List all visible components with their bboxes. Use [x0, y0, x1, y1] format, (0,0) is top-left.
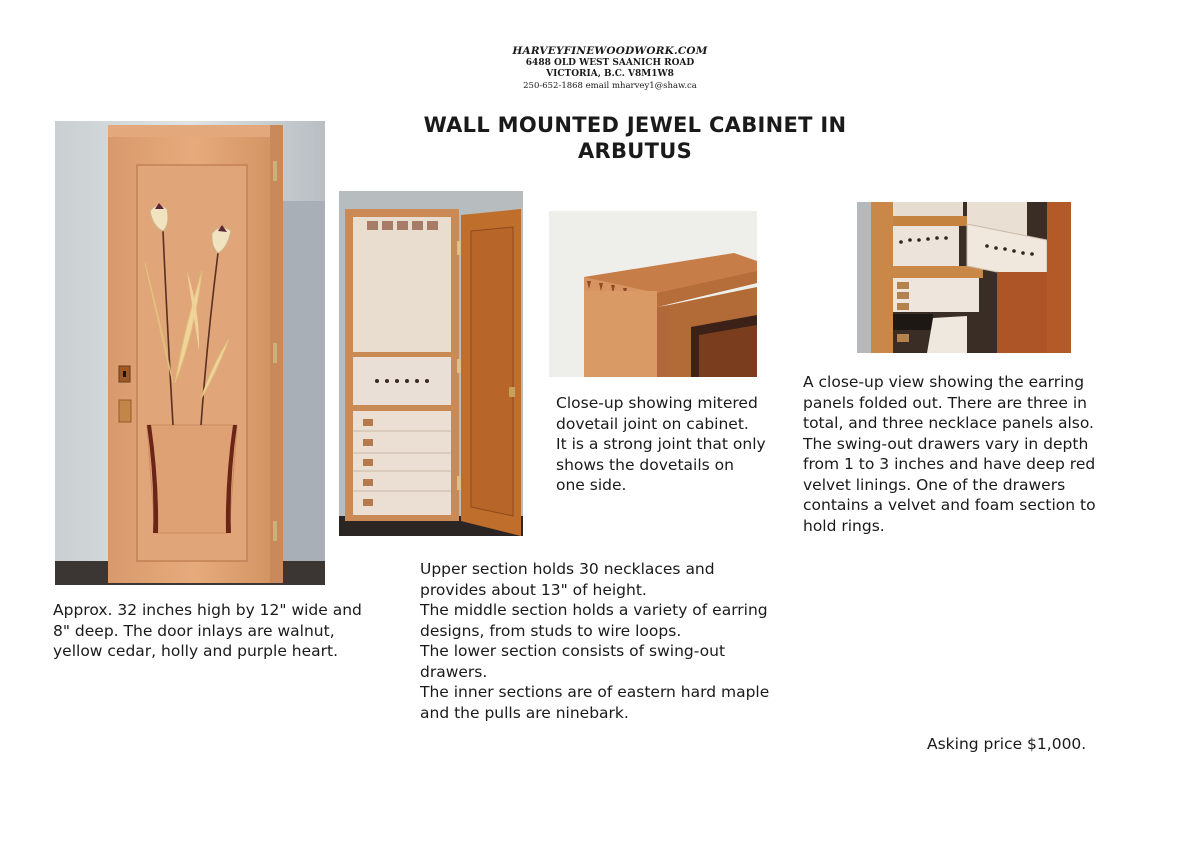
page-title: [380, 112, 890, 164]
address-street: 6488 OLD WEST SAANICH ROAD: [525, 57, 695, 68]
caption-text: The middle section holds a variety of earring designs, from studs to wire loops.: [420, 601, 768, 640]
title-line-1: WALL MOUNTED JEWEL CABINET IN: [423, 113, 847, 137]
title-line-2: ARBUTUS: [577, 139, 693, 163]
cabinet-door-illustration: [55, 121, 325, 585]
photo-dovetail-joint: [549, 211, 757, 377]
address-city: VICTORIA, B.C. V8M1W8: [546, 69, 674, 79]
caption-text: The lower section consists of swing-out drawers.: [420, 642, 726, 681]
earring-panels-illustration: [857, 202, 1071, 353]
photo-open-cabinet: [339, 191, 523, 536]
caption-earring-panels: [803, 372, 1113, 536]
caption-text: Approx. 32 inches high by 12" wide and 8" deep. The door inlays are walnut, yellow cedar, holly and purple heart.: [53, 601, 362, 660]
caption-text: The swing-out drawers vary in depth from 1 to 3 inches and have deep red velvet linings. One of the drawers contains a velvet and foam section to hold rings.: [803, 434, 1096, 535]
open-cabinet-illustration: [339, 191, 523, 536]
caption-dimensions: [53, 600, 383, 662]
letterhead: [480, 46, 740, 92]
caption-interior-sections: [420, 559, 770, 723]
caption-text: It is a strong joint that only shows the dovetails on one side.: [556, 435, 766, 494]
photo-cabinet-door: [55, 121, 325, 585]
caption-text: A close-up view showing the earring panels folded out. There are three in total, and three necklace panels also.: [803, 373, 1094, 432]
dovetail-illustration: [549, 211, 757, 377]
caption-text: Upper section holds 30 necklaces and provides about 13" of height.: [420, 560, 715, 599]
caption-dovetail: [556, 393, 766, 496]
asking-price: Asking price $1,000.: [927, 735, 1087, 753]
caption-text: Close-up showing mitered dovetail joint on cabinet.: [556, 394, 758, 433]
caption-text: The inner sections are of eastern hard maple and the pulls are ninebark.: [420, 683, 770, 722]
website-name: HARVEYFINEWOODWORK.COM: [512, 45, 708, 57]
contact-info: 250-652-1868 email mharvey1@shaw.ca: [523, 80, 697, 91]
photo-earring-panels: [857, 202, 1071, 353]
